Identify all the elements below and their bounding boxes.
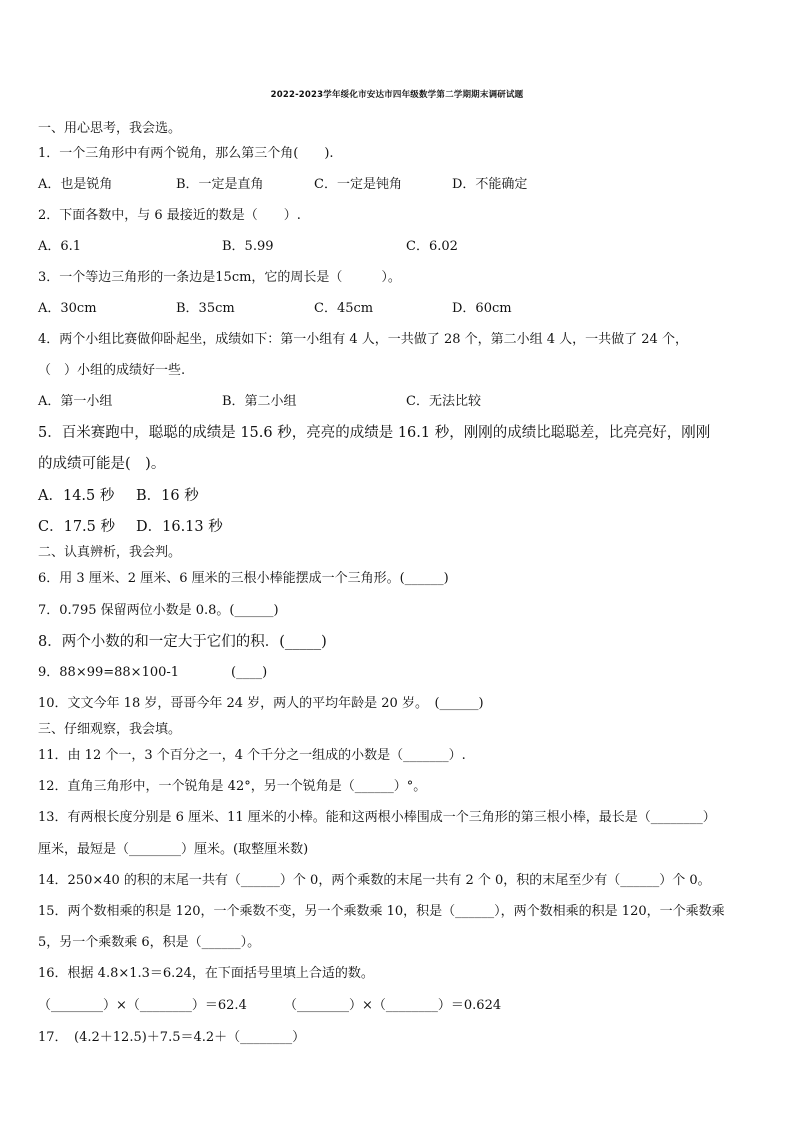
q1-option-d: D．不能确定 — [452, 177, 528, 192]
q5-option-c: C．17.5 秒 — [38, 519, 115, 535]
question-10: 10．文文今年 18 岁，哥哥今年 24 岁，两人的平均年龄是 20 岁。 (______) — [38, 696, 484, 711]
q3-option-d: D．60cm — [452, 301, 512, 316]
q4-option-b: B．第二小组 — [222, 394, 297, 409]
q2-option-c: C．6.02 — [406, 239, 458, 254]
question-12: 12．直角三角形中，一个锐角是 42°，另一个锐角是（______）°。 — [38, 779, 427, 794]
question-5-line-1: 5．百米赛跑中，聪聪的成绩是 15.6 秒，亮亮的成绩是 16.1 秒，刚刚的成绩比聪聪差，比亮亮好，刚刚 — [38, 425, 711, 441]
question-14: 14．250×40 的积的末尾一共有（______）个 0，两个乘数的末尾一共有 2 个 0，积的末尾至少有（______）个 0。 — [38, 873, 711, 888]
question-6: 6．用 3 厘米、2 厘米、6 厘米的三根小棒能摆成一个三角形。(______) — [38, 571, 449, 586]
q2-option-a: A．6.1 — [38, 239, 82, 254]
question-1: 1．一个三角形中有两个锐角，那么第三个角( ). — [38, 146, 334, 161]
question-2: 2．下面各数中，与 6 最接近的数是（ ）. — [38, 208, 301, 223]
question-13-line-2: 厘米，最短是（________）厘米。(取整厘米数) — [38, 842, 309, 857]
q3-option-c: C．45cm — [314, 301, 374, 316]
q1-option-b: B．一定是直角 — [176, 177, 264, 192]
q3-option-a: A．30cm — [38, 301, 97, 316]
section-heading-judge: 二、认真辨析，我会判。 — [38, 545, 182, 560]
question-16: 16．根据 4.8×1.3＝6.24，在下面括号里填上合适的数。 — [38, 966, 374, 981]
question-4-line-2: （ ）小组的成绩好一些. — [38, 363, 186, 378]
q5-option-b: B．16 秒 — [136, 488, 199, 504]
section-heading-choice: 一、用心思考，我会选。 — [38, 121, 182, 136]
q1-option-c: C．一定是钝角 — [314, 177, 402, 192]
question-15-line-2: 5，另一个乘数乘 6，积是（______）。 — [38, 935, 261, 950]
question-13-line-1: 13．有两根长度分别是 6 厘米、11 厘米的小棒。能和这两根小棒围成一个三角形的第三根小棒，最长是（________） — [38, 810, 716, 825]
question-7: 7．0.795 保留两位小数是 0.8。(______) — [38, 603, 279, 618]
question-3: 3．一个等边三角形的一条边是15cm，它的周长是（ ）。 — [38, 270, 401, 285]
question-9: 9．88×99=88×100-1 (____) — [38, 665, 268, 680]
question-4-line-1: 4．两个小组比赛做仰卧起坐，成绩如下：第一小组有 4 人，一共做了 28 个，第二小组 4 人，一共做了 24 个， — [38, 332, 688, 347]
q5-option-a: A．14.5 秒 — [38, 488, 115, 504]
q16-equation-1: （________）×（________）＝62.4 — [38, 998, 247, 1013]
q3-option-b: B．35cm — [176, 301, 235, 316]
q1-option-a: A．也是锐角 — [38, 177, 113, 192]
question-5-line-2: 的成绩可能是( )。 — [38, 456, 166, 472]
q5-option-d: D．16.13 秒 — [136, 519, 223, 535]
q2-option-b: B．5.99 — [222, 239, 274, 254]
q4-option-a: A．第一小组 — [38, 394, 113, 409]
page-title: 2022-2023学年绥化市安达市四年级数学第二学期期末调研试题 — [270, 90, 524, 100]
question-15-line-1: 15．两个数相乘的积是 120，一个乘数不变，另一个乘数乘 10，积是（______），两个数相乘的积是 120，一个乘数乘 — [38, 904, 725, 919]
question-11: 11．由 12 个一，3 个百分之一，4 个千分之一组成的小数是（_______）. — [38, 748, 466, 763]
question-17: 17． (4.2＋12.5)＋7.5＝4.2＋（________） — [38, 1030, 306, 1045]
q16-equation-2: （________）×（________）＝0.624 — [284, 998, 502, 1013]
q4-option-c: C．无法比较 — [406, 394, 481, 409]
section-heading-fill: 三、仔细观察，我会填。 — [38, 722, 182, 737]
question-8: 8．两个小数的和一定大于它们的积．(_____) — [38, 634, 327, 650]
